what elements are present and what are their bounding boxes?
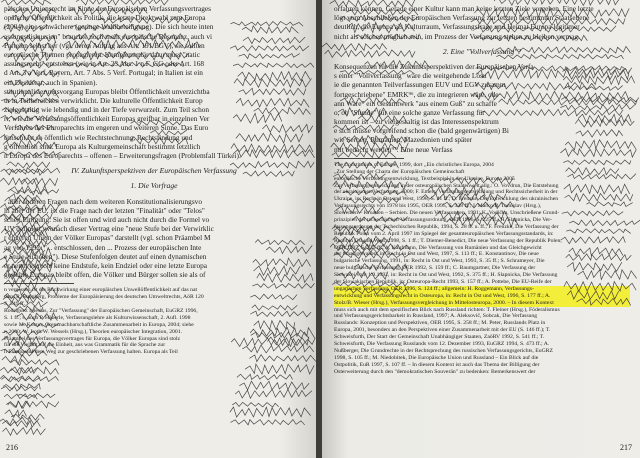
text-line: mit bedacht werden⁹⁷. Eine neue Verfass [334, 144, 453, 154]
text-line: e sich müsse vorgreifend schon die (bald gegenwärtigen) Bi [334, 126, 509, 136]
footnote-divider [334, 158, 404, 159]
text-line: S. 1 ff.; s. auch P. Häberle, Verfassungslehre als Kulturwissenschaft, 2. Aufl. 1998 [4, 314, 191, 321]
text-line: timscht ist so öffentlich wie Rechtstechnung, Rechtsfindung und [4, 132, 193, 142]
text-line: der ukrainischen Verfassung, 2000; F. Emers, Verfassungsentwicklung und Rechtssicherheit in der [334, 189, 558, 196]
text-line: der Staatsgewalten, in: Recht in Ost und West, 1997, S. 113 ff.; E. Konstantinov, Die neue [334, 251, 539, 258]
right-page [322, 0, 640, 458]
text-line: ur in Teilbereichen verwirklicht. Die kulturelle Öffentlichkeit Europ [4, 95, 203, 105]
text-line: gesichte Europas bleibt offen, die Völker und Bürger sollen sie als of [4, 270, 206, 280]
right-footnotes-continued [334, 307, 630, 376]
text-line: neue bulgarische Verfassung, OER 1992, S. 159 ff.; C. Baumgartner, Die Verfassung der [334, 265, 536, 272]
text-line: Parteien selbst her (vgl. deren Auftrag aus Art. 191 EGV), sie sollten [4, 40, 205, 50]
text-line: Nußberger, Die Grundrechte in der Rechtsprechung des russischen Verfassungsgerichts, EuGRZ [334, 347, 553, 354]
page-number-left: 216 [6, 443, 18, 452]
text-line: Slowenien – Kroatien – Serbien. Die neuen Verfassungen, 1991; K. Vodička, Unschrießene Grund- [334, 210, 560, 217]
text-line: Verfassungsrechts von 1978 bis 1995, OER 1995, S. 338 ff.; J. Marko/B. Tomislav (Hrsg.), [334, 203, 542, 210]
text-line: assungsrecht" entstehen (wie in Art. 23 Abs. 1 n.F. GG oder Art. 168 [4, 59, 204, 69]
text-line: : aller anderen Fragen nach dem weiteren Konstitutionalisierungsvo [4, 196, 202, 206]
text-line: prinzipien der tschechischen Verfassungsordnung, OER 1996, S. 225 ff.; H. Slapnicka, Die Ver- [334, 216, 552, 223]
text-line: zielgestaltig wie lebendig und in der Tiefe verwurzelt. Zum Teil schon [4, 105, 210, 115]
text-line: er nennt es recht keine Endstufe, kein Endziel oder eine letzte Europa [4, 260, 208, 270]
text-line: Republik Polen vom 2. April 1997 im Spiegel der gesamteuropäischen Verfassungsstandards, in: [334, 230, 554, 237]
text-line: ein Desiderat, auch in Spanien). [4, 77, 98, 87]
text-line: dazu R. Steinberg, Probleme der Europäisierung des deutschen Umweltrechts, AöR 120 [4, 294, 204, 301]
text-line: OER 1997, S. 225 ff.; A. Kaufmann, Die Verfassung von Rumänien und das Gleichgewicht [334, 244, 542, 251]
text-line: Europa, 2001, besonders an den Perspektiven einer Zusammenarbeit mit der EU (S. 146 ff.); T. [334, 327, 551, 334]
text-line: 1998, S. 105 ff.; M. Niedobitek, Die Europäische Union und Russland – Ein Blick auf die [334, 354, 539, 361]
text-line: Schweisfurth, Die Verfassung Russlands vom 12. Dezember 1993, EuGRZ 1994, S. 473 ff.; A. [334, 340, 550, 347]
text-line: schen Einigung. Sie ist offen und wird auch nicht durch die Formel vo [4, 214, 210, 224]
text-line: (2004) eine schwächere (geringe Wahlbeteiligung). Die sich heute inten [4, 22, 214, 32]
text-line: n Europa des Europarechts – offenen – Erweiterungsfragen (Problemfall Türkei). [4, 151, 241, 160]
text-line: n vergessen ist die Rückwirkung einer europäischen Unwellöffentlichkeit auf das nat [4, 287, 198, 294]
text-line: ag von 1992: "... entschlossen, den ... Prozess der europäischen Inte [4, 242, 202, 252]
text-line: d Art. 3 a Verf. Bayern, Art. 7 Abs. 5 Verf. Portugal; in Italien ist ein [4, 68, 203, 78]
text-line: entwicklung und Verfassungsrecht in Osteuropa, in: Recht in Ost und West, 1996, S. 177 ff.; A. [334, 293, 630, 300]
section-heading-iv: IV. Zukunftsperspektiven der Europäischen Verfassung [71, 166, 237, 176]
text-line: Russlands: Konzeption und Perspektiven, OER 1995, S. 258 ff.; M. Peter, Russlands Platz in [334, 320, 546, 327]
text-line: Verfahren des Europarechts im engeren und weiteren Sinne. Das Euro [4, 123, 209, 133]
text-line: S. 549 ff. [4, 301, 26, 308]
right-mid-paragraphs [334, 62, 630, 154]
footnote-divider [4, 283, 74, 284]
text-line: bulgarische Verfassung, 1991, in: Recht in Ost und West, 1993, S. 35 ff.; S. Schrameyer, Die [334, 258, 545, 265]
text-line: Stolz/B. Wieser (Hrsg.), Verfassungsvergleichung in Mittelosteuropa, 2000. – In diesem Kontext [334, 300, 630, 307]
text-line: Recht in Ost und West, 1998, S. 1 ff.; T. Diemer-Benedict, Die neue Verfassung der Republik Polen, [334, 237, 562, 244]
text-line: deutlich, die Europa als Kulturraum, Verfassungsfrage und Heimat Europa legitimer [334, 22, 580, 32]
text-line: rt, wie die Verfassungsöffentlichkeit Europas greifbar in einzelnen Ver [4, 114, 210, 124]
text-line: ungarischen Verfassung, OER 1996, S. 124 ff.; allgemein: H. Roggemann, Verfassungs- [334, 286, 630, 293]
text-line: nicht als solches möglich sein, im Prozess der Verfassung stehen zu bleiben vermag. [334, 31, 580, 41]
left-page [0, 0, 318, 458]
text-line: ie die genannten Teilverfassungen EUV und EGV zusamm [334, 80, 506, 90]
text-line: Zur Verfassungsentwicklung in der osteuropäischen Staatenwelt allg.: O. Vovdrun, Die Entstehung [334, 182, 559, 189]
text-line: orfahren können. Gerade einer Kultur kann man keine letzten Ziele vorgeben. Eine letzte [334, 4, 594, 13]
text-line: assungsdiskussion" brauchte noch mehr europäische Resonanz, auch vi [4, 31, 213, 41]
text-line: fassungsordnung der Tschechischen Republik, 1994, S. 28 ff. u. ff.; F. Frenzke, Die Verfassung der [334, 223, 559, 230]
text-line: h Europa auf dem Weg zur geschriebenen Verfassung halten. Europa als Teil [4, 349, 178, 356]
text-line: Ukraine, in: Recht in Ost und West, 1998, S. 41 ff.; D. Frenzke, Die Entwicklung des ukrainischen [334, 196, 559, 203]
left-top-paragraphs [4, 4, 304, 160]
left-page-text [4, 4, 304, 356]
text-line: päisches Unionsrecht im Sinne des Europäischen Verfassungsvertrages [4, 4, 211, 13]
text-line: UV definiert, wonach dieser Vertrag eine "neue Stufe bei der Verwirklic [4, 224, 214, 234]
text-line: s einer "Vollverfassung" wäre die weitgehende Lösu [334, 71, 487, 81]
text-line: wie Serben, Rumänien, Mazedonien und später [334, 135, 472, 145]
highlighted-footnote [334, 286, 630, 307]
text-line: fortgeschriebene" EMRK⁹⁶, die zu integrieren wäre, ode [334, 89, 499, 99]
text-line: stitutionalisierungsvorgang Europas bleibt Öffentlichkeit unverzichtba [4, 86, 210, 96]
right-page-text [334, 4, 630, 375]
text-line: g öffentlich sind. Europa als Kulturgemeinschaft bestimmt letztlich [4, 141, 201, 151]
text-line: Slowakei vom 1.9.1992, in: Recht in Ost und West, 1992, S. 375 ff.; H. Slapnicka, Die Verfassung [334, 272, 558, 279]
text-line: „Zur Stellung der Charta der Europäischen Gemeinschaft [334, 168, 465, 175]
right-top-paragraphs [334, 4, 630, 41]
text-line: ann Ware" ein Gesamtwerk "aus einem Guß" zu schaffe [334, 98, 497, 108]
right-footnotes-plain [334, 162, 630, 286]
text-line: sowie M. Kotzur, Grenznachbarschaftliche Zusammenarbeit in Europa, 2004; siehe [4, 321, 194, 328]
page-number-right: 217 [620, 443, 632, 452]
text-line: Rodríguez Iglesias, Zur "Verfassung" der Europäischen Gemeinschaft, EuGRZ 1996, [4, 307, 198, 314]
text-line: Osterweiterung durch den "demokratischen Souverän" zu bedenken: Bemerkenswert der [334, 368, 536, 375]
left-bottom-paragraphs [4, 197, 304, 280]
text-line: e Stufe zu heben"). Diese Stufenfolgen deutet auf einen dynamischen [4, 251, 207, 261]
left-footnotes [4, 287, 304, 356]
text-line: europäische Themen propagieren. Komplementär dazu muss "natic [4, 49, 200, 59]
text-line: o, ob "Stunde" für eine solche ganze Verfassung für [334, 107, 485, 117]
text-line: The Constitution of Europe, 1999, dort „Ein christliches Europa, 2004 [334, 161, 494, 168]
subsection-heading-vorfrage: 1. Die Vorfrage [130, 181, 178, 191]
text-line: Ostpolitik, EuR 1997, S. 107 ff. – In diesem Kontext ist auch das Thema der Billigung der [334, 361, 540, 368]
text-line: muss sich auch mit dem spezifischen Blick nach Russland richten: T. Fleiner (Hrsg.), Föderalismus [334, 306, 560, 313]
text-line: kommen ist – zu vielgestaltig ist das Interessenspektrum [334, 117, 499, 127]
text-line: ln aber der EU, ist die Frage nach der letzten "Finalität" oder "Telos" [4, 205, 205, 215]
text-line: Präambel des Verfassungsvertrages für Europa, die Völker Europas sind stolz [4, 335, 181, 342]
text-line: Schweisfurth, Der Start der Gemeinschaft Unabhängiger Staaten, ZaöRV 1992, S. 541 ff.; T. [334, 334, 545, 341]
text-line: für die Vielfalt auf die Einheit, aus was Grammatik für die Sprache zur [4, 342, 166, 349]
text-line: r, 2000; W. Loth/W. Wessels (Hrsg.), Theorien europäischer Integration, 2001. [4, 328, 183, 335]
text-line: r engeren Union der Völker Europas" darstellt (vgl. schon Präambel M [4, 233, 211, 243]
text-line: und Verfassungsgerichtsbarkeit in Russland, 1997; A. Aleksovič, Sobcak, Die Verfassung [334, 313, 538, 320]
right-footnotes [334, 162, 630, 376]
text-line: lögt vom Abschließen der Europäischen Verfassung zur letzten bestimmten Staatsebene [334, 13, 590, 23]
text-line: europäische Verfassungsentwicklung, Textbeispiel in der Ukraine, Europa 2005 [334, 175, 515, 182]
text-line: opäische Öffentlichkeit als Politik, die letzte Direktwahl zum Europa [4, 13, 206, 23]
text-line: der Slowakischen Republik, in: Osteuropa-Recht 1993, S. 157 ff.; A. Pottebe, Die EU-Reife der [334, 278, 552, 285]
text-line: Konsequenzen für die Zukunftsperspektiven der Europäischen Verfa [334, 61, 534, 71]
section-heading-vollverfassung: 2. Eine "Vollverfassung"? [442, 46, 522, 56]
